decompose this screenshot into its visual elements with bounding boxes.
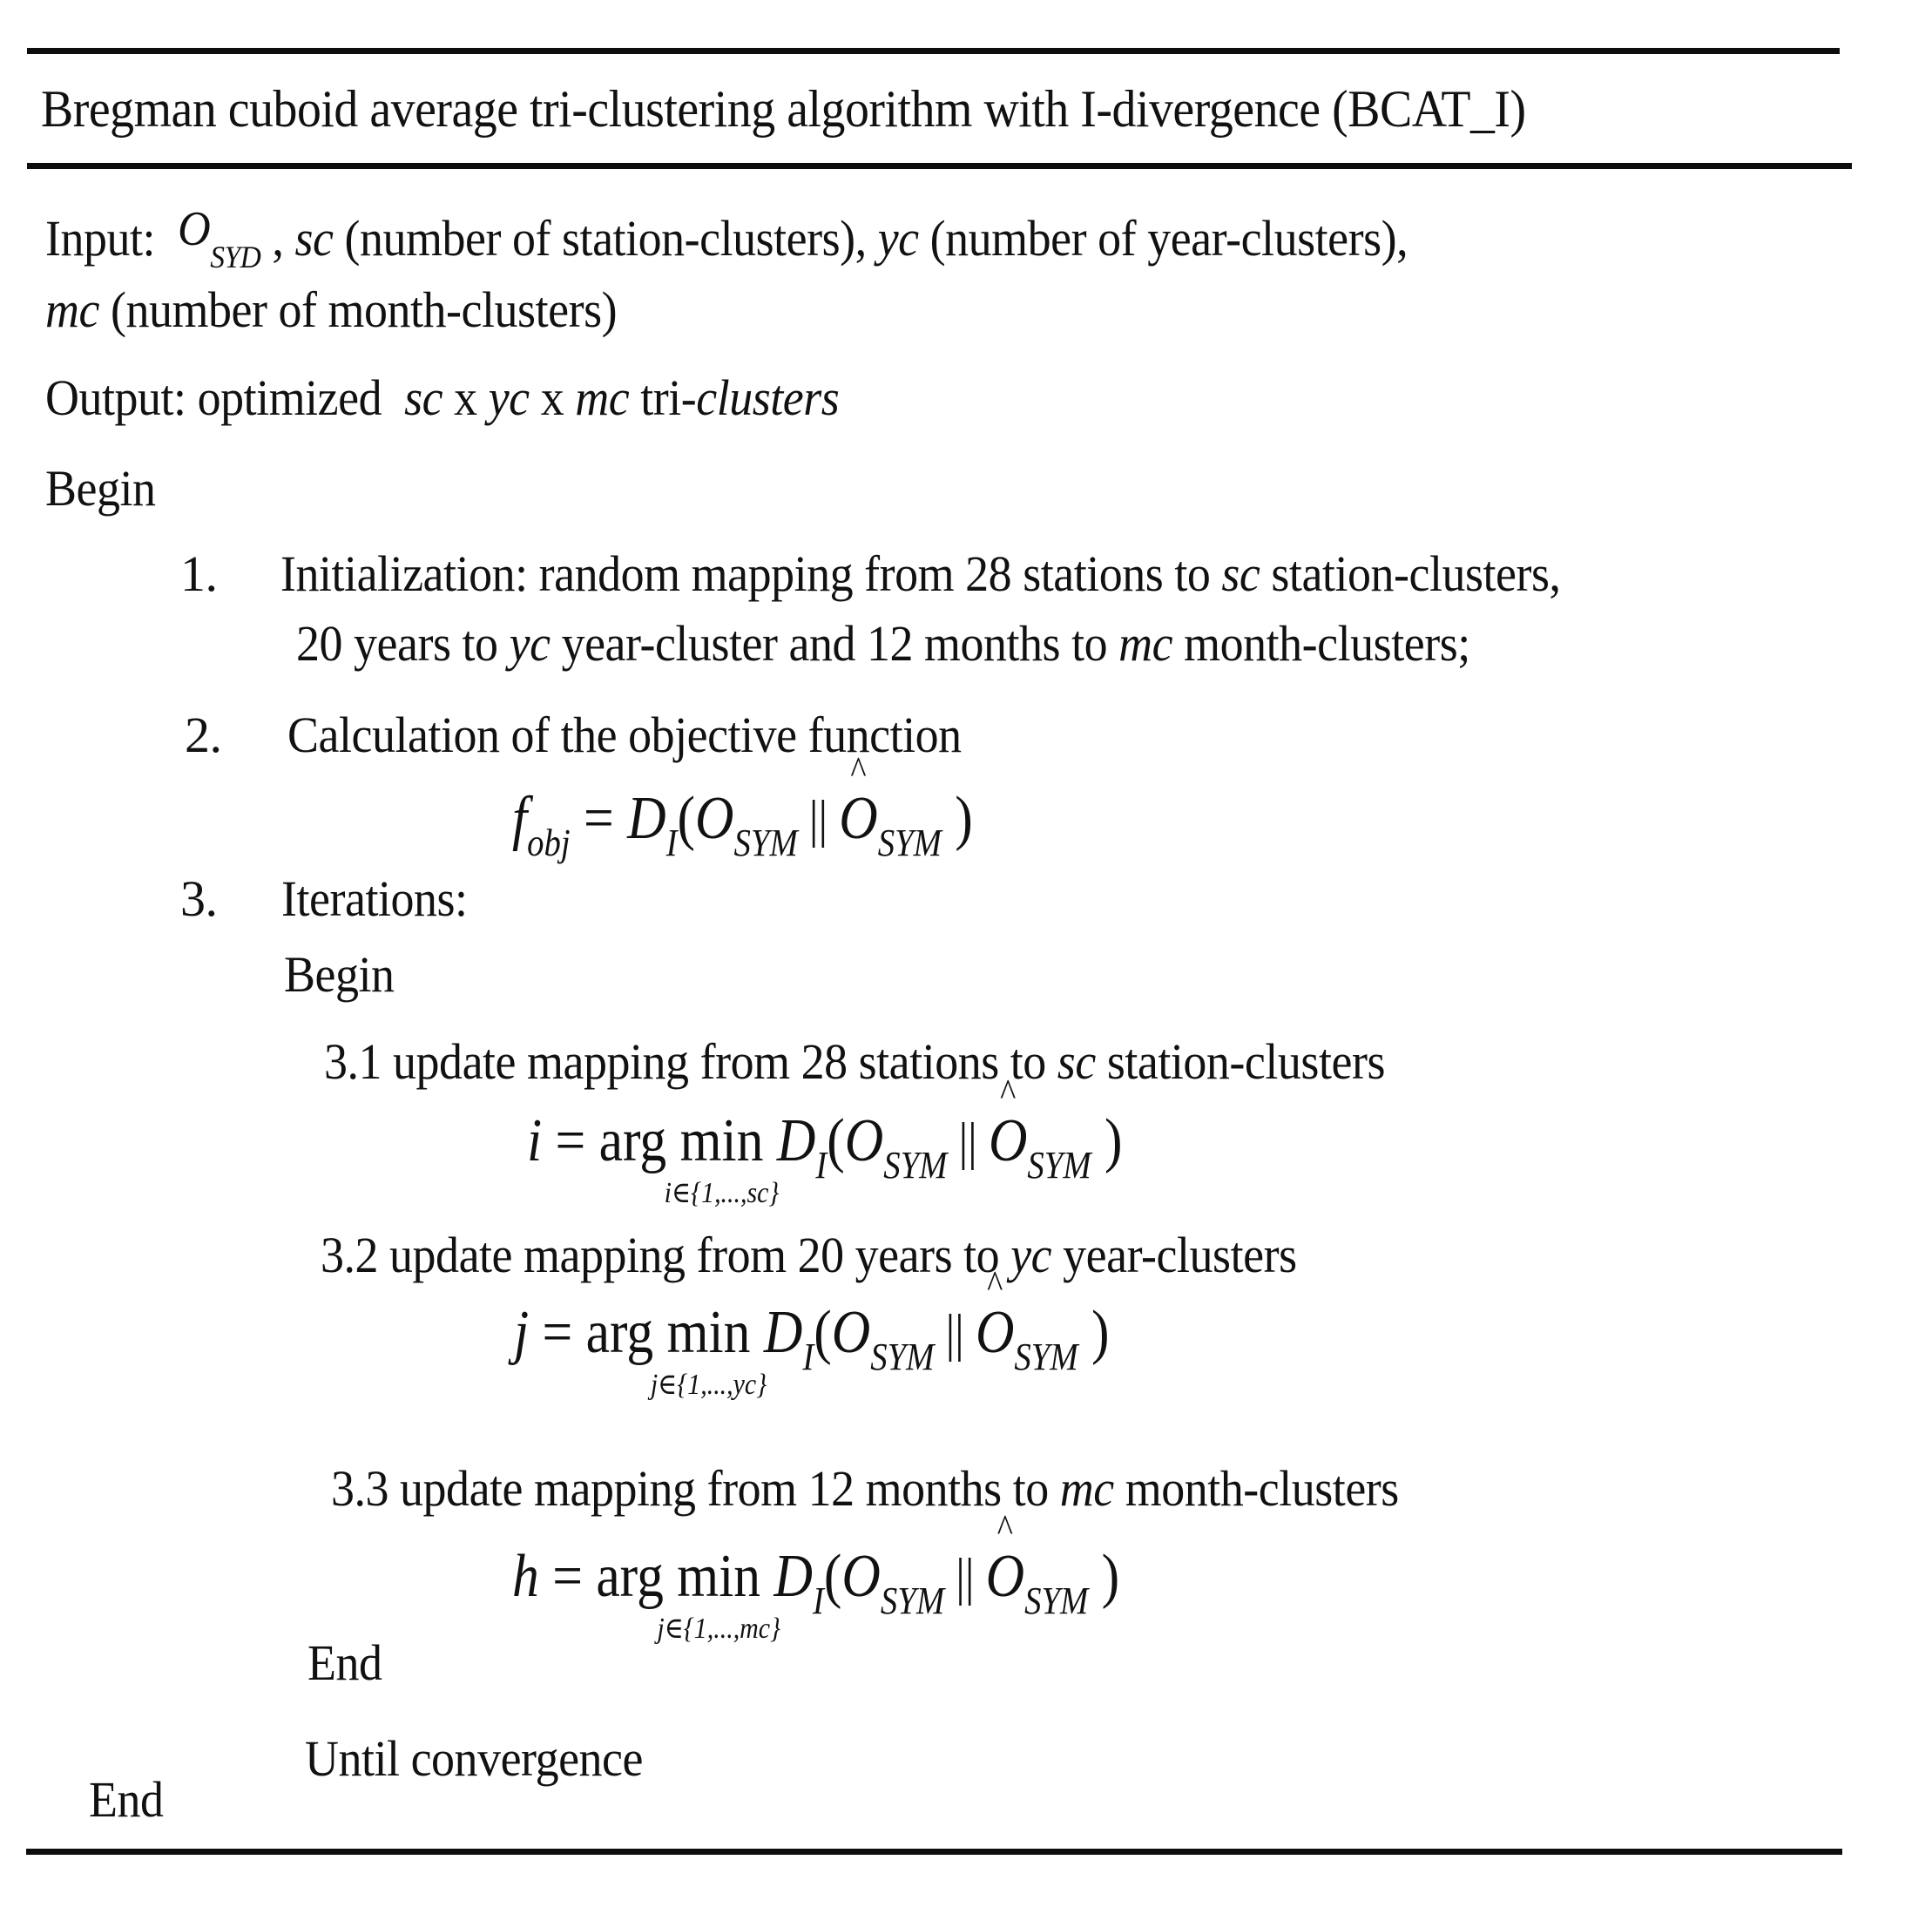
min-operator bbox=[650, 1299, 767, 1401]
j-symbol: j bbox=[514, 1299, 530, 1366]
yc-var: yc bbox=[1010, 1227, 1052, 1283]
substep-3-2-equation bbox=[514, 1299, 1110, 1401]
o-subscript: SYD bbox=[210, 240, 261, 274]
d-symbol: D bbox=[627, 785, 666, 852]
equals: = bbox=[570, 785, 628, 852]
mc-var: mc bbox=[1118, 615, 1173, 672]
step-3-text: Iterations: bbox=[281, 870, 468, 927]
sc-var: sc bbox=[404, 369, 443, 426]
close-paren: ) bbox=[1077, 1299, 1110, 1366]
close-paren: ) bbox=[1091, 1107, 1123, 1174]
divergence-bars: || bbox=[934, 1304, 976, 1362]
mc-var: mc bbox=[575, 369, 630, 426]
sym-subscript: SYM bbox=[1024, 1579, 1089, 1622]
until-convergence: Until convergence bbox=[305, 1730, 644, 1787]
d-symbol: D bbox=[763, 1299, 803, 1366]
min-text: min bbox=[666, 1299, 751, 1366]
substep-3-1-equation bbox=[527, 1107, 1123, 1209]
sym-subscript: SYM bbox=[733, 822, 798, 864]
o-symbol: O bbox=[831, 1299, 871, 1366]
f-symbol: f bbox=[512, 785, 528, 852]
algorithm-title: Bregman cuboid average tri-clustering algorithm with I-divergence (BCAT_I) bbox=[41, 80, 1526, 138]
divergence-bars: || bbox=[947, 1113, 989, 1170]
sc-var: sc bbox=[1221, 545, 1260, 602]
text: month-clusters bbox=[1113, 1460, 1399, 1517]
substep-3-2-label bbox=[321, 1227, 1297, 1283]
substep-3-1-label bbox=[324, 1033, 1385, 1090]
text: year-clusters bbox=[1051, 1227, 1297, 1283]
close-paren: ) bbox=[1088, 1543, 1120, 1610]
text: station-clusters, bbox=[1260, 545, 1561, 602]
times-2: x bbox=[529, 369, 576, 426]
sym-subscript: SYM bbox=[870, 1336, 935, 1378]
i-subscript: I bbox=[665, 822, 678, 864]
begin-inner: Begin bbox=[284, 946, 395, 1003]
end-outer: End bbox=[89, 1771, 164, 1828]
objective-function-equation bbox=[512, 785, 973, 864]
o-symbol: O bbox=[178, 202, 211, 256]
title-rule bbox=[27, 163, 1852, 169]
i-subscript: I bbox=[813, 1579, 824, 1622]
text: year-cluster and 12 months to bbox=[550, 615, 1119, 672]
sc-var: sc bbox=[294, 210, 334, 267]
min-range: j∈{1,...,yc} bbox=[650, 1369, 767, 1401]
text: 3.1 update mapping from 28 stations to bbox=[324, 1033, 1057, 1090]
step-3-number: 3. bbox=[180, 870, 218, 927]
min-text: min bbox=[679, 1107, 764, 1174]
open-paren: ( bbox=[823, 1543, 842, 1610]
input-line-1 bbox=[45, 202, 1408, 274]
substep-3-3-label bbox=[331, 1460, 1399, 1517]
sym-subscript: SYM bbox=[1014, 1336, 1078, 1378]
text: month-clusters; bbox=[1172, 615, 1470, 672]
mc-var: mc bbox=[1059, 1460, 1114, 1517]
sym-subscript: SYM bbox=[880, 1579, 945, 1622]
text: 3.2 update mapping from 20 years to bbox=[321, 1227, 1011, 1283]
o-symbol: O bbox=[695, 785, 734, 852]
sym-subscript: SYM bbox=[1027, 1144, 1091, 1187]
times-1: x bbox=[442, 369, 489, 426]
clusters-word: clusters bbox=[696, 369, 840, 426]
yc-desc: (number of year-clusters), bbox=[918, 210, 1408, 267]
yc-var: yc bbox=[488, 369, 530, 426]
sym-subscript: SYM bbox=[877, 822, 942, 864]
yc-var: yc bbox=[509, 615, 551, 672]
output-label: Output: optimized bbox=[45, 369, 394, 426]
mc-desc: (number of month-clusters) bbox=[98, 281, 618, 338]
min-operator bbox=[657, 1543, 781, 1645]
divergence-bars: || bbox=[797, 790, 840, 848]
d-symbol: D bbox=[773, 1543, 814, 1610]
i-symbol: i bbox=[527, 1107, 543, 1174]
step-1-line-2 bbox=[296, 615, 1470, 672]
o-symbol: O bbox=[841, 1543, 881, 1610]
text: 20 years to bbox=[296, 615, 510, 672]
o-hat-symbol: ^ O bbox=[986, 1546, 1024, 1607]
min-text: min bbox=[677, 1543, 761, 1610]
min-range: j∈{1,...,mc} bbox=[657, 1613, 781, 1645]
text: 3.3 update mapping from 12 months to bbox=[331, 1460, 1060, 1517]
step-1-line-1 bbox=[280, 545, 1561, 602]
input-line-2 bbox=[45, 281, 618, 338]
equals-arg: = arg bbox=[529, 1299, 667, 1366]
o-symbol: O bbox=[844, 1107, 884, 1174]
d-symbol: D bbox=[776, 1107, 816, 1174]
divergence-bars: || bbox=[944, 1548, 986, 1606]
o-hat-symbol: ^ O bbox=[839, 788, 877, 849]
min-operator bbox=[664, 1107, 780, 1209]
yc-var: yc bbox=[877, 210, 919, 267]
text: Initialization: random mapping from 28 stations to bbox=[280, 545, 1222, 602]
sc-desc: (number of station-clusters), bbox=[333, 210, 878, 267]
o-hat-symbol: ^ O bbox=[976, 1302, 1014, 1363]
close-paren: ) bbox=[941, 785, 973, 852]
begin-outer: Begin bbox=[45, 460, 156, 517]
sc-var: sc bbox=[1057, 1033, 1096, 1090]
h-symbol: h bbox=[512, 1543, 539, 1610]
output-line bbox=[45, 369, 840, 426]
bottom-rule bbox=[26, 1849, 1842, 1855]
obj-subscript: obj bbox=[527, 822, 571, 864]
equals-arg: = arg bbox=[538, 1543, 678, 1610]
min-range: i∈{1,...,sc} bbox=[664, 1177, 780, 1209]
tri-prefix: tri- bbox=[629, 369, 697, 426]
mc-var: mc bbox=[45, 281, 99, 338]
end-inner: End bbox=[307, 1634, 382, 1691]
i-subscript: I bbox=[802, 1336, 814, 1378]
top-rule bbox=[27, 48, 1840, 54]
step-1-number: 1. bbox=[180, 545, 218, 602]
open-paren: ( bbox=[827, 1107, 845, 1174]
open-paren: ( bbox=[677, 785, 696, 852]
step-2-number: 2. bbox=[185, 707, 222, 763]
text: station-clusters bbox=[1095, 1033, 1385, 1090]
sym-subscript: SYM bbox=[883, 1144, 948, 1187]
o-hat-symbol: ^ O bbox=[989, 1111, 1027, 1172]
separator: , bbox=[260, 210, 295, 267]
i-subscript: I bbox=[815, 1144, 828, 1187]
input-label: Input: bbox=[45, 210, 156, 267]
step-2-text: Calculation of the objective function bbox=[287, 707, 962, 763]
substep-3-3-equation bbox=[512, 1543, 1120, 1645]
open-paren: ( bbox=[814, 1299, 832, 1366]
equals-arg: = arg bbox=[542, 1107, 680, 1174]
